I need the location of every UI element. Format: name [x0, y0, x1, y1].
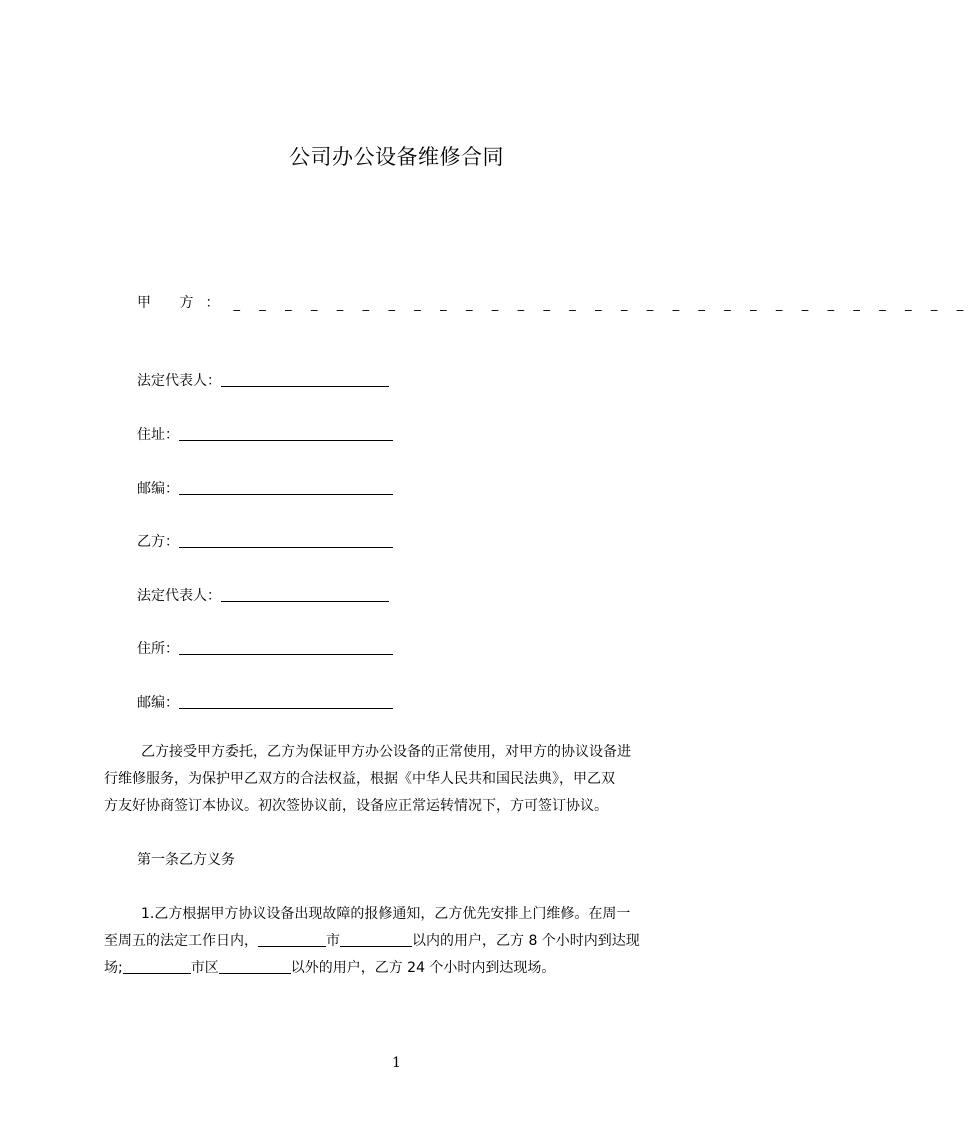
party-b-legal-rep-field	[137, 584, 389, 607]
field-label: 邮编：	[137, 695, 179, 711]
party-a-address-field	[137, 423, 393, 446]
item-text: 市区	[190, 960, 219, 976]
item-text: 以外的用户，乙方 24 个小时内到达现场。	[290, 960, 556, 976]
item-line	[104, 928, 696, 955]
intro-paragraph	[104, 739, 696, 820]
district-range-blank	[219, 958, 291, 974]
party-a-legal-rep-field	[137, 369, 389, 392]
intro-line: 乙方接受甲方委托，乙方为保证甲方办公设备的正常使用，对甲方的协议设备进	[141, 744, 631, 760]
city-blank	[123, 958, 191, 974]
field-label: 法定代表人：	[137, 373, 221, 389]
city-range-blank	[340, 931, 412, 947]
item-line: 1.乙方根据甲方协议设备出现故障的报修通知，乙方优先安排上门维修。在周一	[141, 906, 631, 922]
field-blank-line	[179, 639, 393, 655]
field-blank-line	[221, 586, 389, 602]
field-blank-line	[179, 479, 393, 495]
article-1-item-1	[104, 901, 696, 982]
party-a-postcode-field	[137, 477, 393, 500]
item-line	[104, 955, 696, 982]
intro-line: 方友好协商签订本协议。初次签协议前，设备应正常运转情况下，方可签订协议。	[104, 798, 608, 814]
field-label: 法定代表人：	[137, 588, 221, 604]
party-b-postcode-field	[137, 691, 393, 714]
field-label: 住址：	[137, 427, 179, 443]
party-b-residence-field	[137, 637, 393, 660]
party-a-row	[137, 292, 971, 314]
article-1-heading: 第一条乙方义务	[137, 852, 235, 868]
party-a-blank: _ _ _ _ _ _ _ _ _ _ _ _ _ _ _ _ _ _ _ _ _ _ _ _ _ _ _ _ _	[233, 297, 971, 312]
field-label: 住所：	[137, 641, 179, 657]
intro-line: 行维修服务，为保护甲乙双方的合法权益，根据《中华人民共和国民法典》，甲乙双	[104, 771, 615, 787]
party-a-label: 甲 方	[137, 295, 206, 311]
city-blank	[258, 931, 326, 947]
field-label: 邮编：	[137, 481, 179, 497]
item-text: 市	[326, 933, 340, 949]
item-text: 场;	[104, 960, 123, 976]
party-b-field	[137, 530, 393, 553]
item-text: 以内的用户，乙方 8 个小时内到达现	[412, 933, 640, 949]
page-number: 1	[392, 1055, 401, 1071]
field-blank-line	[179, 532, 393, 548]
item-text: 至周五的法定工作日内，	[104, 933, 258, 949]
field-blank-line	[179, 425, 393, 441]
field-blank-line	[179, 693, 393, 709]
field-label: 乙方：	[137, 534, 179, 550]
party-a-colon: ：	[205, 295, 220, 311]
contract-title: 公司办公设备维修合同	[289, 145, 504, 169]
field-blank-line	[221, 371, 389, 387]
